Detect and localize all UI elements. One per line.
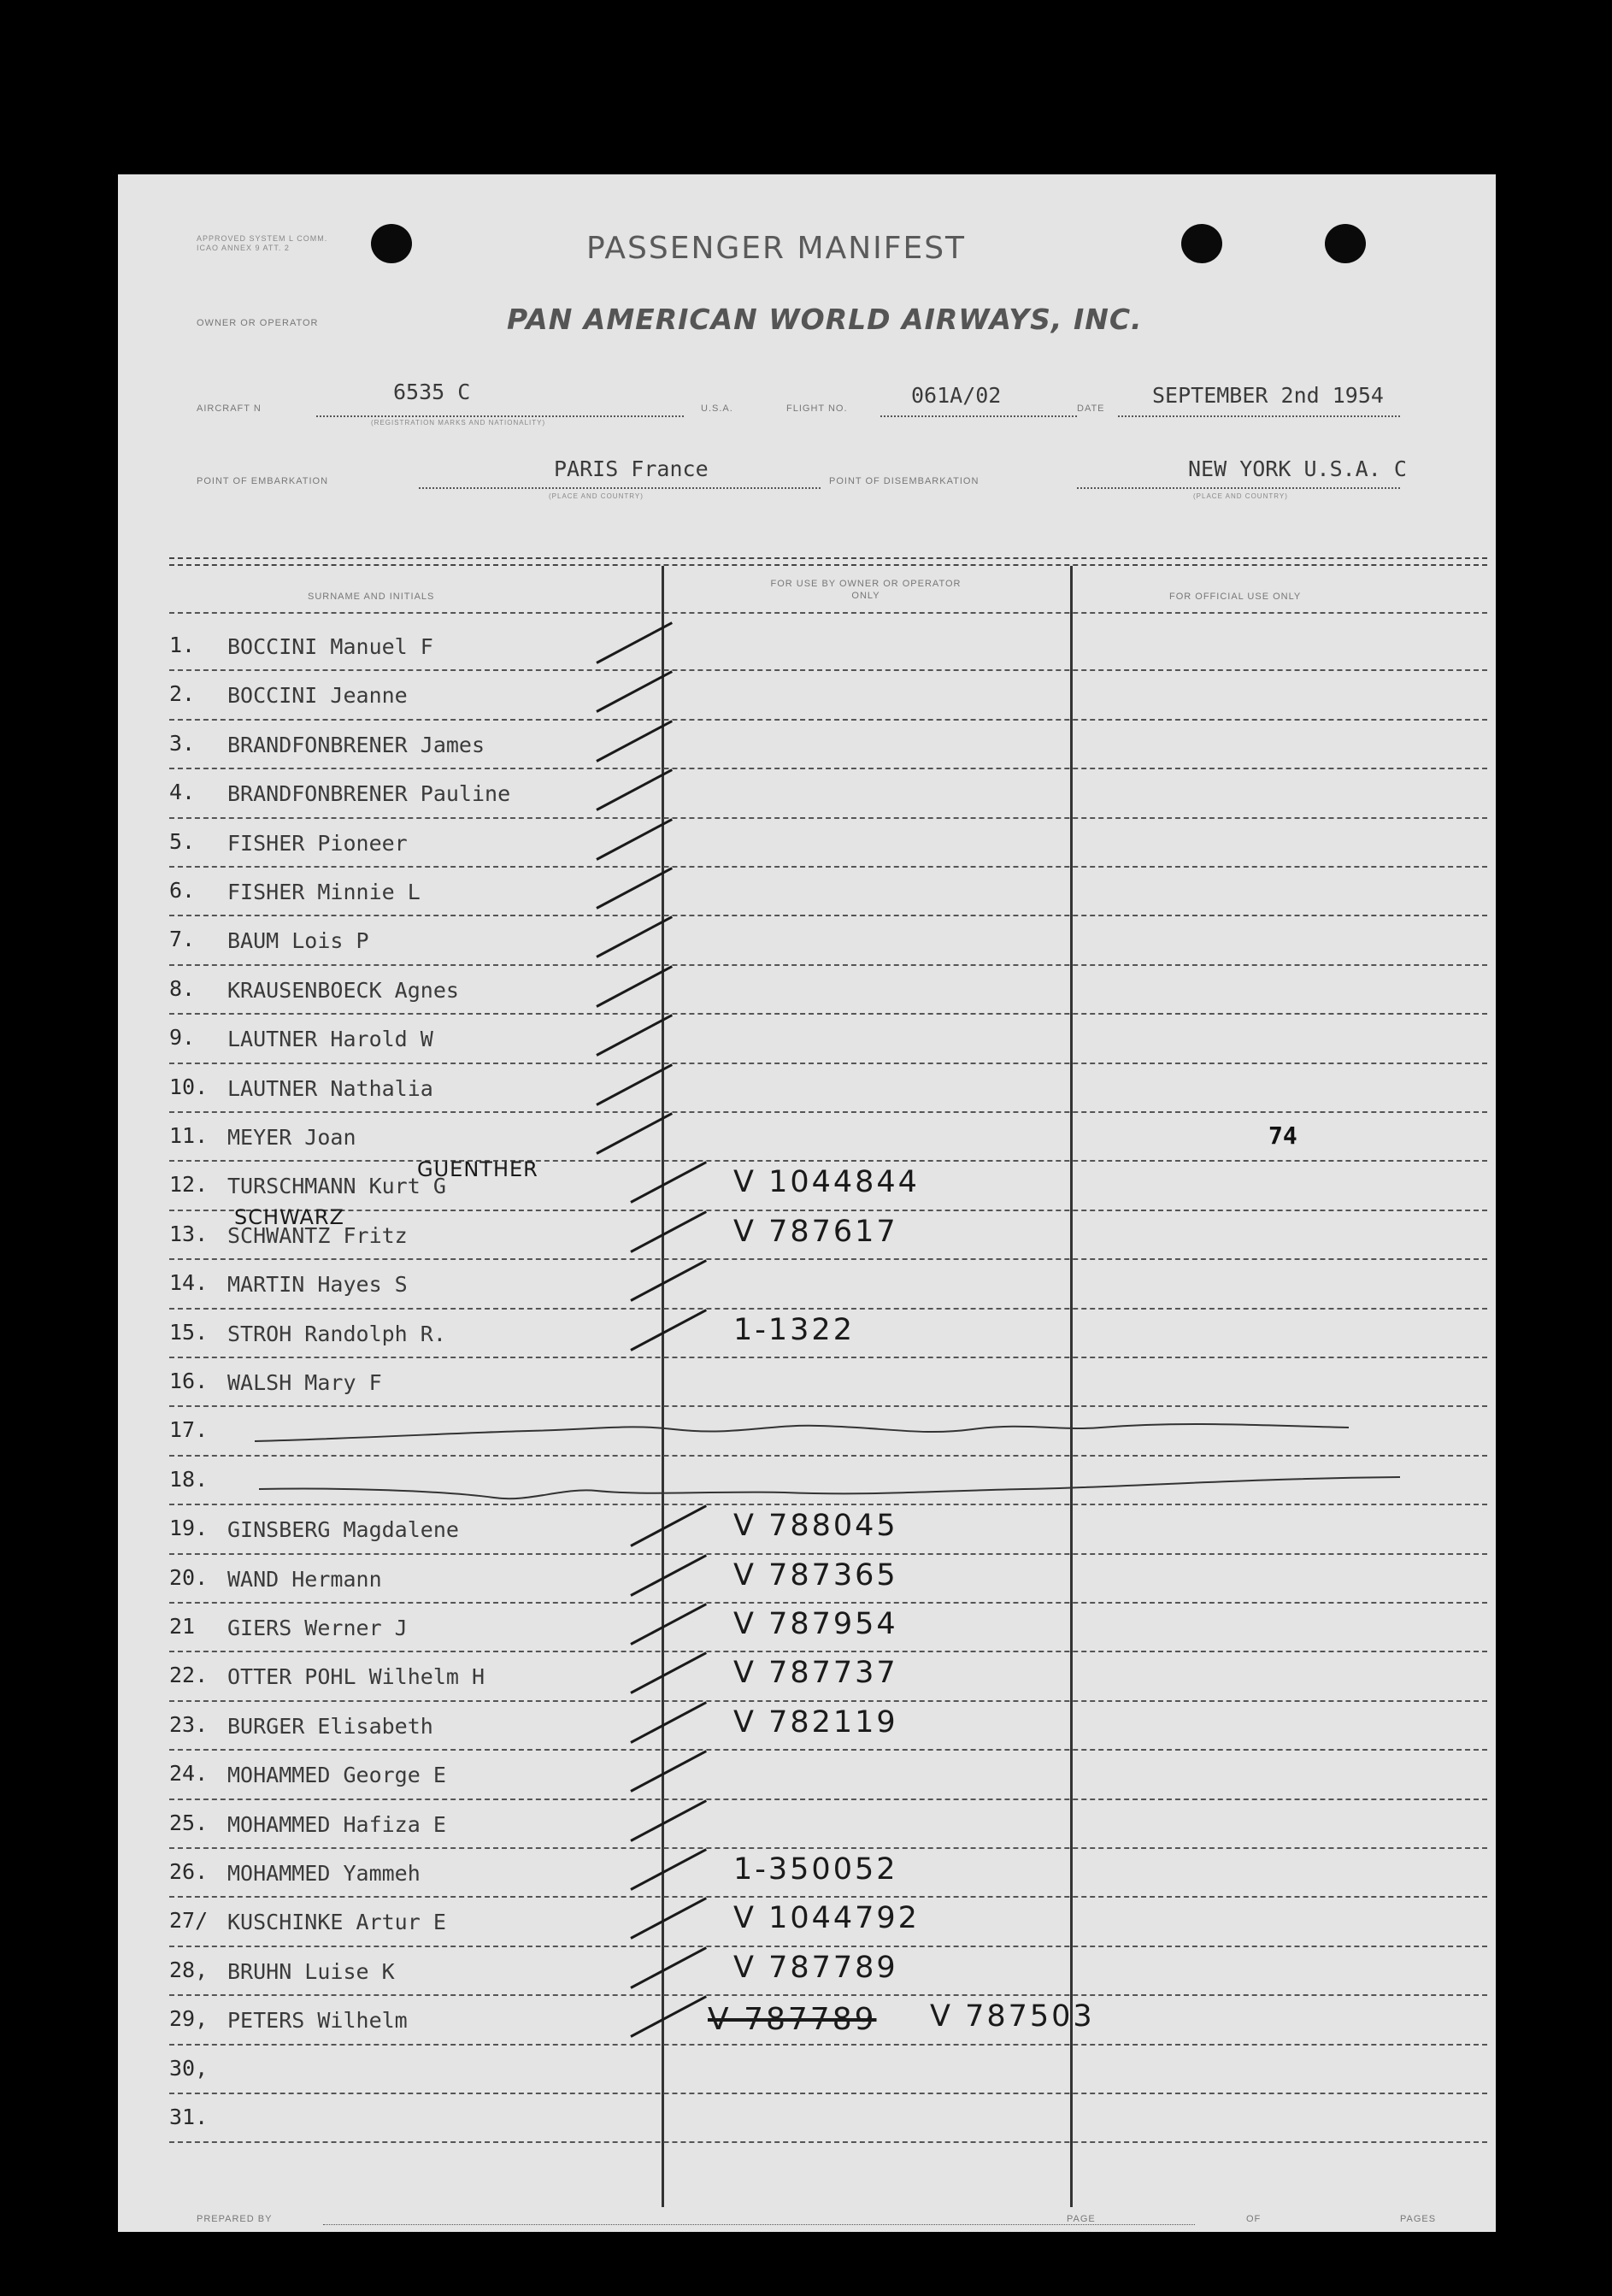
passenger-name: FISHER Minnie L	[227, 880, 421, 904]
ticket-number: V 787954	[733, 1607, 898, 1641]
row-number: 7.	[169, 927, 196, 952]
row-number: 5.	[169, 828, 196, 854]
row-number: 14.	[169, 1270, 209, 1296]
flight-label: FLIGHT NO.	[786, 403, 848, 414]
row-number: 6.	[169, 878, 196, 903]
row-number: 15.	[169, 1319, 209, 1345]
passenger-name: GIERS Werner J	[227, 1616, 408, 1640]
passenger-name: OTTER POHL Wilhelm H	[227, 1664, 485, 1690]
row-number: 27/	[169, 1908, 209, 1934]
row-number: 19.	[169, 1516, 209, 1541]
row-number: 29,	[169, 2006, 209, 2032]
passenger-name: BURGER Elisabeth	[227, 1713, 433, 1739]
passenger-name: WAND Hermann	[227, 1566, 382, 1592]
passenger-name: SCHWANTZ Fritz	[227, 1222, 408, 1248]
ticket-number: V 782119	[733, 1704, 898, 1740]
flight-value: 061A/02	[911, 383, 1002, 408]
row-number: 17.	[169, 1417, 209, 1443]
ticket-number: V 788045	[733, 1509, 898, 1544]
annotation-guenther: GUENTHER	[417, 1157, 538, 1181]
disembark-caption: (PLACE AND COUNTRY)	[1193, 492, 1288, 500]
aircraft-caption: (REGISTRATION MARKS AND NATIONALITY)	[371, 419, 546, 427]
passenger-name: KRAUSENBOECK Agnes	[227, 977, 459, 1003]
row-number: 11.	[169, 1123, 209, 1148]
manifest-sheet	[118, 174, 1496, 2232]
row-number: 28,	[169, 1957, 209, 1982]
row-number: 18.	[169, 1466, 209, 1492]
cancel-lines	[118, 174, 1496, 2232]
of-label: OF	[1246, 2214, 1262, 2224]
ticket-number: 1-1322	[733, 1312, 855, 1347]
row-number: 3.	[169, 730, 196, 756]
row-number: 2.	[169, 681, 196, 707]
passenger-name: BOCCINI Manuel F	[227, 634, 433, 659]
row-number: 21	[169, 1614, 196, 1639]
struck-ticket: V 787789	[708, 2002, 877, 2037]
row-number: 1.	[169, 633, 196, 657]
embark-label: POINT OF EMBARKATION	[197, 476, 329, 486]
ticket-number: 1-350052	[733, 1852, 898, 1887]
passenger-name: PETERS Wilhelm	[227, 2008, 408, 2034]
row-number: 10.	[169, 1074, 209, 1099]
row-number: 23.	[169, 1711, 209, 1737]
ticket-number: V 787617	[733, 1214, 898, 1249]
passenger-name: BAUM Lois P	[227, 928, 369, 954]
row-number: 4.	[169, 780, 196, 805]
pages-label: PAGES	[1400, 2214, 1437, 2224]
ticket-number: V 787789	[733, 1950, 898, 1985]
ticket-number: V 1044792	[733, 1901, 920, 1936]
row-number: 20.	[169, 1564, 209, 1590]
row-number: 26.	[169, 1859, 209, 1884]
row-number: 22.	[169, 1663, 209, 1688]
passenger-name: BRANDFONBRENER James	[227, 732, 485, 757]
row-number: 13.	[169, 1221, 209, 1246]
passenger-name: TURSCHMANN Kurt G	[227, 1174, 446, 1199]
passenger-name: MARTIN Hayes S	[227, 1272, 408, 1298]
page-title: PASSENGER MANIFEST	[586, 231, 967, 266]
ticket-number: V 787365	[733, 1557, 898, 1592]
official-number: 74	[1268, 1122, 1297, 1150]
passenger-name: WALSH Mary F	[227, 1370, 382, 1395]
passenger-name: MEYER Joan	[227, 1125, 356, 1150]
passenger-name: BRUHN Luise K	[227, 1958, 395, 1984]
page-label: PAGE	[1067, 2214, 1096, 2224]
date-label: DATE	[1077, 403, 1105, 414]
embark-caption: (PLACE AND COUNTRY)	[549, 492, 644, 500]
aircraft-value: 6535 C	[393, 380, 471, 404]
owner-name: PAN AMERICAN WORLD AIRWAYS, INC.	[507, 303, 1143, 336]
passenger-name: BOCCINI Jeanne	[227, 683, 408, 709]
passenger-name: GINSBERG Magdalene	[227, 1517, 459, 1543]
usa-label: U.S.A.	[701, 403, 733, 414]
row-number: 30,	[169, 2055, 209, 2081]
prepared-by-label: PREPARED BY	[197, 2214, 273, 2224]
passenger-name: MOHAMMED Hafiza E	[227, 1811, 446, 1837]
col-header-official-use: FOR OFFICIAL USE ONLY	[1169, 592, 1302, 602]
approval-stamp: APPROVED SYSTEM L COMM. ICAO ANNEX 9 ATT. 2	[197, 234, 328, 252]
passenger-name: LAUTNER Harold W	[227, 1027, 433, 1052]
ticket-number: V 1044844	[733, 1165, 920, 1200]
annotation-schwarz: SCHWARZ	[234, 1205, 344, 1229]
aircraft-label: AIRCRAFT N	[197, 403, 262, 414]
passenger-name: MOHAMMED George E	[227, 1763, 446, 1788]
owner-label: OWNER OR OPERATOR	[197, 318, 319, 328]
row-number: 24.	[169, 1761, 209, 1787]
embark-value: PARIS France	[554, 456, 709, 481]
passenger-name: STROH Randolph R.	[227, 1321, 446, 1346]
col-header-owner-use: FOR USE BY OWNER OR OPERATOR ONLY	[770, 579, 962, 601]
passenger-name: MOHAMMED Yammeh	[227, 1861, 421, 1886]
col-header-surname: SURNAME AND INITIALS	[308, 592, 435, 602]
row-number: 9.	[169, 1025, 196, 1051]
date-value: SEPTEMBER 2nd 1954	[1152, 383, 1384, 408]
ticket-number: V 787737	[733, 1656, 898, 1691]
passenger-name: FISHER Pioneer	[227, 830, 408, 856]
disembark-label: POINT OF DISEMBARKATION	[829, 476, 980, 486]
row-number: 25.	[169, 1810, 209, 1835]
row-number: 31.	[169, 2105, 209, 2129]
ticket-number: V 787503	[930, 1999, 1095, 2034]
row-number: 16.	[169, 1369, 209, 1393]
disembark-value: NEW YORK U.S.A. C	[1188, 456, 1407, 481]
row-number: 12.	[169, 1172, 209, 1198]
row-number: 8.	[169, 975, 196, 1001]
passenger-name: LAUTNER Nathalia	[227, 1075, 433, 1101]
passenger-name: BRANDFONBRENER Pauline	[227, 781, 511, 807]
passenger-name: KUSCHINKE Artur E	[227, 1910, 446, 1935]
